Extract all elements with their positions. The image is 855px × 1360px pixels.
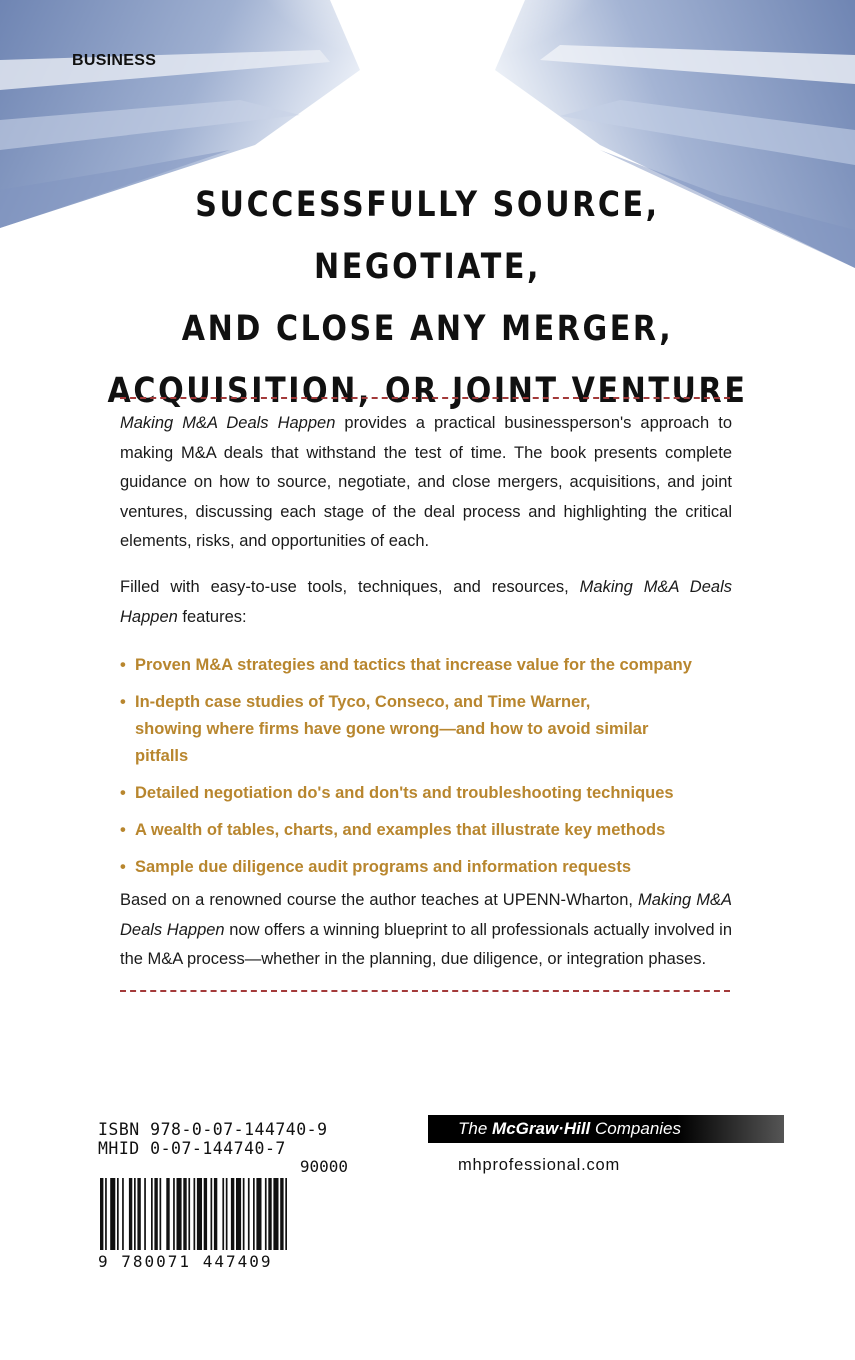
publisher-suffix: Companies — [595, 1119, 682, 1138]
publisher-logo-bar — [428, 1115, 784, 1143]
publisher-website: mhprofessional.com — [458, 1156, 621, 1174]
publisher-name: McGraw·Hill — [492, 1119, 591, 1138]
barcode-image — [98, 1178, 360, 1250]
top-dashed-rule — [120, 397, 730, 399]
isbn-text: ISBN 978-0-07-144740-9 — [98, 1120, 328, 1139]
book-title: Making M&A Deals Happen — [120, 414, 336, 432]
category-label: BUSINESS — [72, 52, 157, 69]
mhid-text: MHID 0-07-144740-7 — [98, 1139, 286, 1158]
closing-after: now offers a winning blueprint to all professionals actually involved in the M&A process—whether in the planning, due diligence, or integration phases. — [120, 920, 732, 968]
book-title: Making M&A Deals Happen — [120, 891, 733, 939]
headline — [94, 174, 761, 422]
closing-before: Based on a renowned course the author teaches at UPENN-Wharton, — [120, 891, 639, 909]
features-intro-paragraph — [120, 573, 732, 632]
barcode-number: 9 780071 447409 — [98, 1252, 273, 1271]
headline-line: SUCCESSFULLY SOURCE, NEGOTIATE, — [195, 185, 660, 287]
feature-item: • Sample due diligence audit programs and information requests — [120, 854, 740, 881]
features-intro-before: Filled with easy-to-use tools, techniques, and resources, — [120, 578, 580, 596]
book-title: Making M&A Deals Happen — [120, 578, 732, 626]
barcode-block — [98, 1120, 360, 1280]
features-intro-after: features: — [177, 607, 247, 626]
headline-line: AND CLOSE ANY MERGER, — [181, 309, 674, 349]
features-list — [120, 652, 740, 891]
feature-item: • A wealth of tables, charts, and examples that illustrate key methods — [120, 817, 740, 844]
feature-item: • In-depth case studies of Tyco, Conseco, and Time Warner, showing where firms have gone wrong—and how to avoid similar pitfalls — [120, 689, 655, 770]
intro-paragraph — [120, 409, 732, 557]
feature-item: • Proven M&A strategies and tactics that increase value for the company — [120, 652, 740, 679]
publisher-the: The — [458, 1119, 488, 1138]
bottom-dashed-rule — [120, 990, 730, 992]
headline-line: ACQUISITION, OR JOINT VENTURE — [107, 371, 748, 411]
price-code: 90000 — [299, 1157, 348, 1176]
intro-text: provides a practical businessperson's approach to making M&A deals that withstand the test of time. The book presents complete guidance on how to source, negotiate, and close mergers, acquisitions, and joint ventures, discussing each stage of the deal process and highlighting the critical elements, risks, and opportunities of each. — [120, 414, 732, 550]
closing-paragraph — [120, 886, 732, 975]
feature-item: • Detailed negotiation do's and don'ts and troubleshooting techniques — [120, 780, 740, 807]
